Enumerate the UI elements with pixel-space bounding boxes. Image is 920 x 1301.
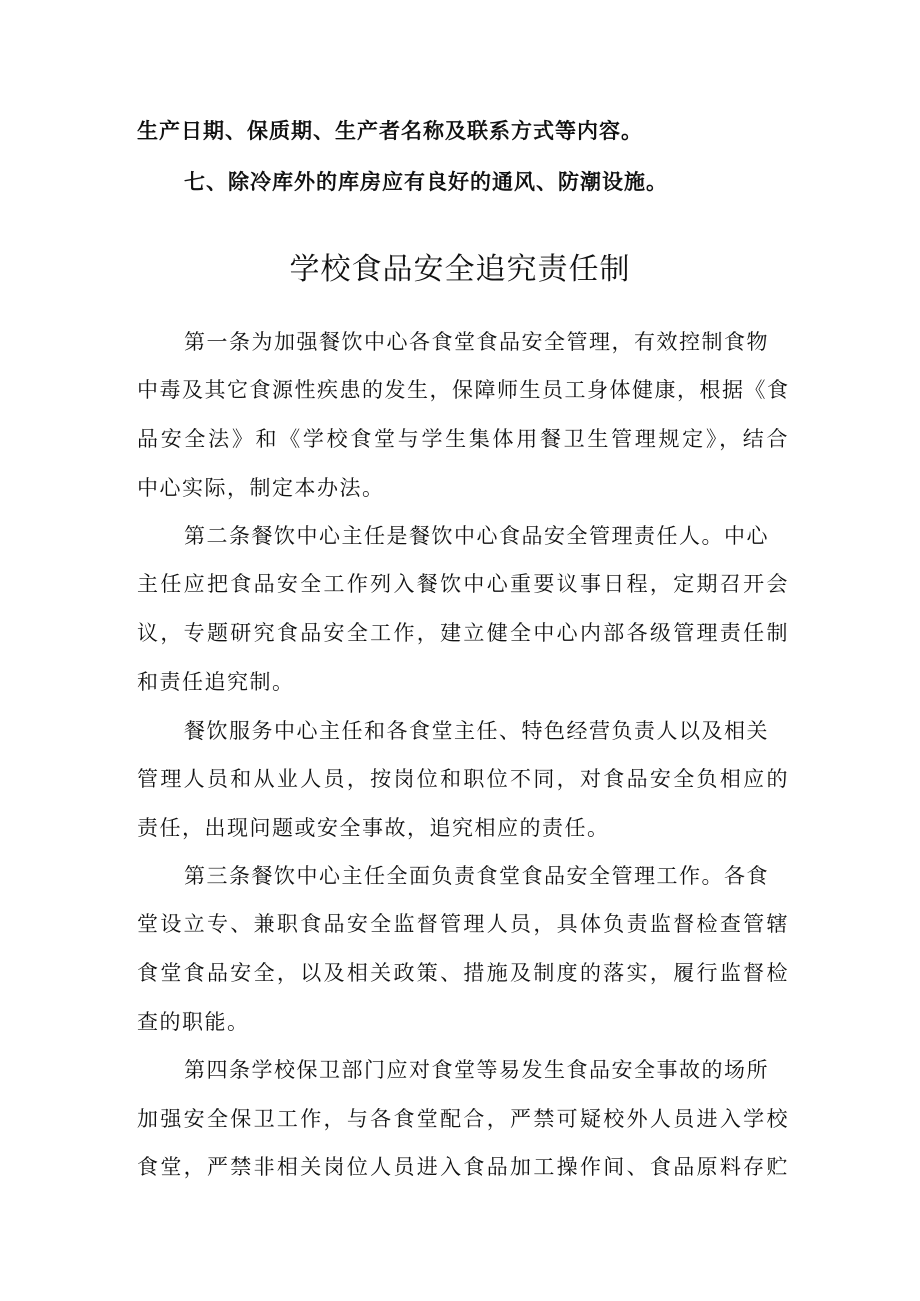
- text-line: 加强安全保卫工作，与各食堂配合，严禁可疑校外人员进入学校: [137, 1107, 789, 1131]
- text-line: 管理人员和从业人员，按岗位和职位不同，对食品安全负相应的: [137, 767, 789, 791]
- text-line: 主任应把食品安全工作列入餐饮中心重要议事日程，定期召开会: [137, 572, 789, 596]
- text-line: 中心实际，制定本办法。: [137, 476, 385, 500]
- text-line: 议，专题研究食品安全工作，建立健全中心内部各级管理责任制: [137, 621, 789, 645]
- text-line: 七、除冷库外的库房应有良好的通风、防潮设施。: [184, 170, 668, 194]
- text-line: 责任，出现问题或安全事故，追究相应的责任。: [137, 816, 610, 840]
- text-line: 第一条为加强餐饮中心各食堂食品安全管理，有效控制食物: [184, 330, 769, 354]
- text-line: 堂设立专、兼职食品安全监督管理人员，具体负责监督检查管辖: [137, 912, 789, 936]
- text-line: 餐饮服务中心主任和各食堂主任、特色经营负责人以及相关: [184, 719, 769, 743]
- text-line: 生产日期、保质期、生产者名称及联系方式等内容。: [137, 119, 643, 143]
- text-line: 查的职能。: [137, 1010, 250, 1034]
- text-line: 品安全法》和《学校食堂与学生集体用餐卫生管理规定》，结合: [137, 427, 789, 451]
- text-line: 第二条餐饮中心主任是餐饮中心食品安全管理责任人。中心: [184, 524, 769, 548]
- text-line: 第三条餐饮中心主任全面负责食堂食品安全管理工作。各食: [184, 864, 769, 888]
- text-line: 食堂，严禁非相关岗位人员进入食品加工操作间、食品原料存贮: [137, 1155, 789, 1179]
- text-line: 和责任追究制。: [137, 670, 295, 694]
- text-line: 第四条学校保卫部门应对食堂等易发生食品安全事故的场所: [184, 1058, 769, 1082]
- text-line: 中毒及其它食源性疾患的发生，保障师生员工身体健康，根据《食: [137, 378, 790, 402]
- document-title: 学校食品安全追究责任制: [289, 252, 631, 287]
- text-line: 食堂食品安全，以及相关政策、措施及制度的落实，履行监督检: [137, 961, 789, 985]
